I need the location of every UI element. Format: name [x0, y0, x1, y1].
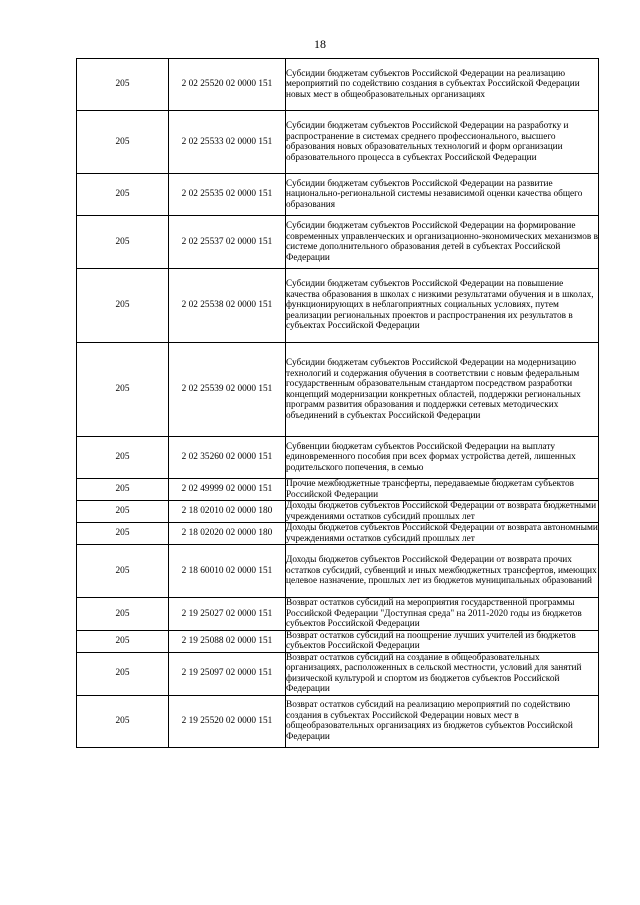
admin-code-cell: 205: [77, 630, 169, 652]
admin-code-cell: 205: [77, 437, 169, 479]
table-row: [77, 598, 599, 631]
revenue-name-cell: Субсидии бюджетам субъектов Российской Федерации на модернизацию технологий и содержания обучения в соответствии с новым федеральным государственным образовательным стандартом посредством разработки концепций модернизации конкретных областей, поддержки региональных программ развития образования и поддержки сетевых методических объединений в субъектах Российской Федерации: [286, 343, 599, 437]
revenue-name-cell: Субсидии бюджетам субъектов Российской Федерации на формирование современных управленческих и организационно-экономических механизмов в системе дополнительного образования детей в субъектах Российской Федерации: [286, 216, 599, 269]
admin-code-cell: 205: [77, 174, 169, 216]
budget-code-cell: 2 19 25097 02 0000 151: [169, 652, 286, 695]
table-row: [77, 111, 599, 174]
admin-code-cell: 205: [77, 343, 169, 437]
table-row: [77, 630, 599, 652]
budget-code-cell: 2 02 25535 02 0000 151: [169, 174, 286, 216]
admin-code-cell: 205: [77, 216, 169, 269]
budget-code-cell: 2 02 25533 02 0000 151: [169, 111, 286, 174]
table-row: [77, 216, 599, 269]
table-row: [77, 501, 599, 523]
budget-code-cell: 2 02 49999 02 0000 151: [169, 479, 286, 501]
page-number: 18: [314, 37, 326, 51]
budget-code-cell: 2 18 02020 02 0000 180: [169, 523, 286, 545]
admin-code-cell: 205: [77, 545, 169, 598]
table-row: [77, 174, 599, 216]
table-row: [77, 437, 599, 479]
admin-code-cell: 205: [77, 479, 169, 501]
admin-code-cell: 205: [77, 695, 169, 747]
revenue-name-cell: Субвенции бюджетам субъектов Российской Федерации на выплату единовременного пособия при всех формах устройства детей, лишенных родительского попечения, в семью: [286, 437, 599, 479]
revenue-name-cell: Субсидии бюджетам субъектов Российской Федерации на развитие национально-региональной системы независимой оценки качества общего образования: [286, 174, 599, 216]
admin-code-cell: 205: [77, 59, 169, 111]
admin-code-cell: 205: [77, 523, 169, 545]
budget-code-cell: 2 02 25539 02 0000 151: [169, 343, 286, 437]
revenue-name-cell: Субсидии бюджетам субъектов Российской Федерации на реализацию мероприятий по содействию создания в субъектах Российской Федерации новых мест в общеобразовательных организациях: [286, 59, 599, 111]
budget-code-cell: 2 18 60010 02 0000 151: [169, 545, 286, 598]
admin-code-cell: 205: [77, 269, 169, 343]
table-body: [77, 59, 599, 748]
revenue-name-cell: Возврат остатков субсидий на создание в общеобразовательных организациях, расположенных в сельской местности, условий для занятий физической культурой и спортом из бюджетов субъектов Российской Федерации: [286, 652, 599, 695]
admin-code-cell: 205: [77, 501, 169, 523]
table-row: [77, 59, 599, 111]
table-row: [77, 652, 599, 695]
revenue-name-cell: Прочие межбюджетные трансферты, передаваемые бюджетам субъектов Российской Федерации: [286, 479, 599, 501]
revenue-name-cell: Доходы бюджетов субъектов Российской Федерации от возврата автономными учреждениями остатков субсидий прошлых лет: [286, 523, 598, 544]
table-row: [77, 479, 599, 501]
table-row: [77, 343, 599, 437]
admin-code-cell: 205: [77, 652, 169, 695]
budget-code-cell: 2 19 25088 02 0000 151: [169, 630, 286, 652]
budget-code-cell: 2 18 02010 02 0000 180: [169, 501, 286, 523]
revenue-name-cell: Доходы бюджетов субъектов Российской Федерации от возврата прочих остатков субсидий, субвенций и иных межбюджетных трансфертов, имеющих целевое назначение, прошлых лет из бюджетов муниципальных образований: [286, 545, 599, 598]
table-row: [77, 545, 599, 598]
table-row: [77, 269, 599, 343]
admin-code-cell: 205: [77, 598, 169, 631]
budget-code-cell: 2 19 25027 02 0000 151: [169, 598, 286, 631]
budget-code-cell: 2 02 25538 02 0000 151: [169, 269, 286, 343]
revenue-name-cell: Возврат остатков субсидий на поощрение лучших учителей из бюджетов субъектов Российской Федерации: [286, 630, 599, 652]
budget-code-cell: 2 02 35260 02 0000 151: [169, 437, 286, 479]
revenue-name-cell: Доходы бюджетов субъектов Российской Федерации от возврата бюджетными учреждениями остатков субсидий прошлых лет: [286, 501, 599, 523]
budget-code-cell: 2 02 25537 02 0000 151: [169, 216, 286, 269]
budget-code-cell: 2 02 25520 02 0000 151: [169, 59, 286, 111]
revenue-name-cell: Субсидии бюджетам субъектов Российской Федерации на разработку и распространение в системах среднего профессионального, высшего образования новых образовательных технологий и форм организации образовательного процесса в субъектах Российской Федерации: [286, 111, 599, 174]
revenue-name-cell: Возврат остатков субсидий на мероприятия государственной программы Российской Федерации "Доступная среда" на 2011-2020 годы из бюджетов субъектов Российской Федерации: [286, 598, 599, 631]
table-row: [77, 523, 599, 545]
budget-code-cell: 2 19 25520 02 0000 151: [169, 695, 286, 747]
revenue-codes-table: [76, 58, 599, 748]
table-row: [77, 695, 599, 747]
revenue-name-cell: Возврат остатков субсидий на реализацию мероприятий по содействию создания в субъектах Российской Федерации новых мест в общеобразовательных организациях из бюджетов субъектов Российской Федерации: [286, 695, 599, 747]
revenue-name-cell: Субсидии бюджетам субъектов Российской Федерации на повышение качества образования в школах с низкими результатами обучения и в школах, функционирующих в неблагоприятных социальных условиях, путем реализации региональных проектов и распространения их результатов в субъектах Российской Федерации: [286, 269, 599, 343]
admin-code-cell: 205: [77, 111, 169, 174]
